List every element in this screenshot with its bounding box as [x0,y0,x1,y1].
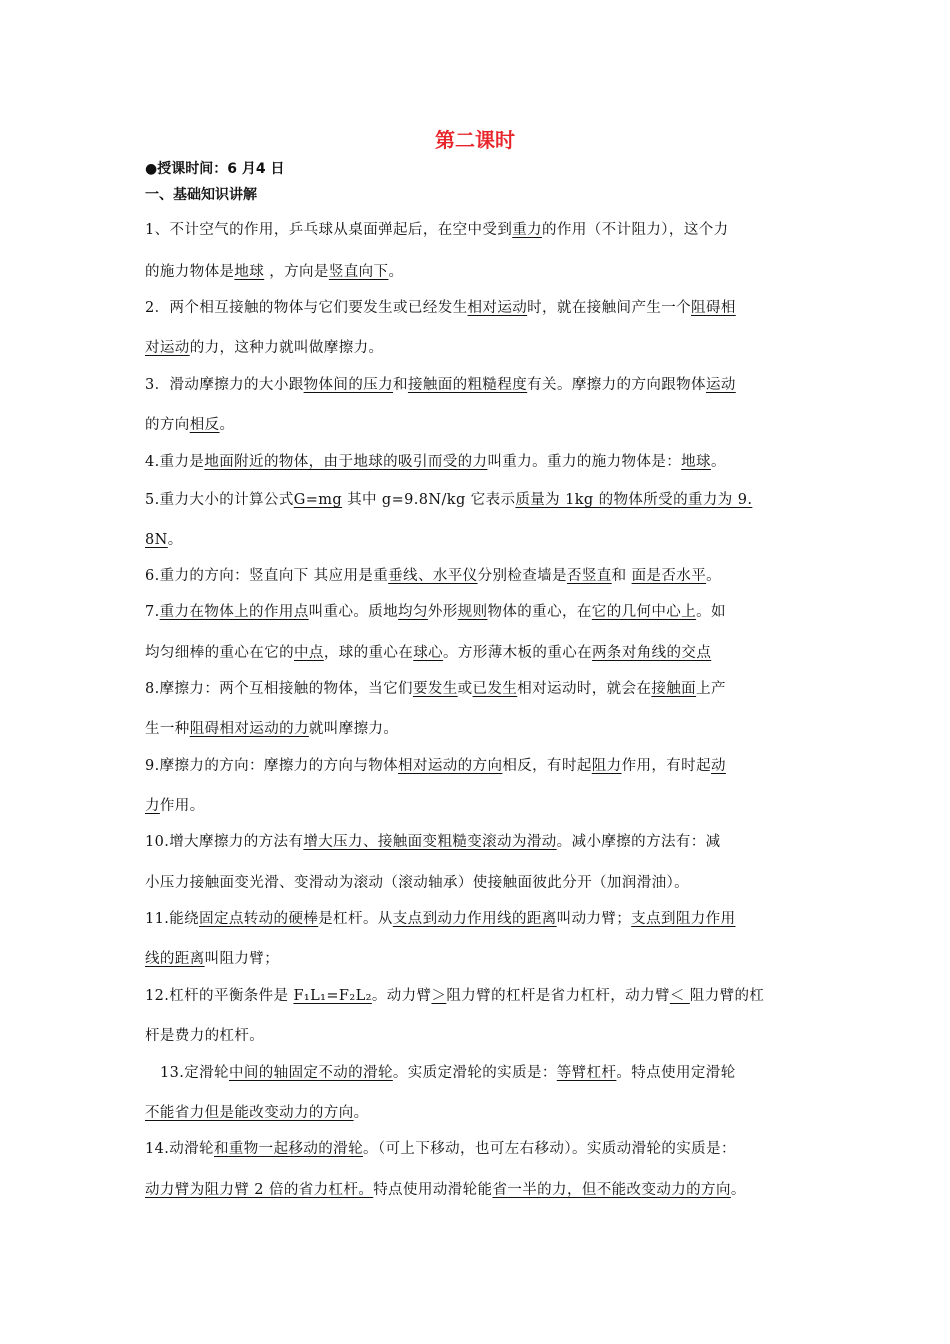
text-line [145,413,234,434]
text-span: 11.能绕 [145,911,200,927]
text-line [145,984,764,1005]
text-span: 5.重力大小的计算公式 [145,492,294,508]
text-line [145,218,729,239]
text-span: 。 [353,1105,369,1121]
text-span: 作用，有时起 [621,758,711,774]
underlined-answer: 省一半的力，但不能改变动力的方向 [492,1182,731,1198]
text-span: 叫动力臂； [556,911,632,927]
text-line [145,1024,264,1045]
underlined-answer: 动力臂为阻力臂 2 倍的省力杠杆。 [145,1182,374,1198]
text-span: ，球的重心在 [323,645,414,661]
text-span: 的方向 [145,417,190,433]
underlined-answer: 接触面 [651,681,697,697]
text-span: 。动力臂 [371,988,432,1004]
underlined-answer: 要发生 [412,681,458,697]
text-span: 1、不计空气的作用，乒乓球从桌面弹起后，在空中受到 [145,222,513,238]
lesson-time: ●授课时间：6 月4 日 [145,161,285,177]
text-span: 的作用（不计阻力），这个力 [542,222,729,238]
underlined-answer: 不能省力但是能改变动力的方向 [145,1105,354,1121]
underlined-answer: 中点 [294,645,324,661]
text-span: 的施力物体是 [145,264,235,280]
underlined-answer: 竖直向下 [328,264,389,280]
text-line [145,296,736,317]
text-span: 9.摩擦力的方向：摩擦力的方向与物体 [145,758,399,774]
text-line [145,260,403,281]
underlined-answer: 固定点转动的硬棒 [199,911,319,927]
text-line [145,947,279,968]
text-span: 4.重力是 [145,454,205,470]
underlined-answer: 质量为 1kg 的物体所受的重力为 9. [515,492,753,508]
text-line [160,1061,736,1082]
underlined-answer: 力 [145,798,160,814]
underlined-answer: ＜ [669,988,690,1004]
text-line [145,488,752,509]
text-span: 相反，有时起 [502,758,592,774]
text-line [145,600,726,621]
underlined-answer: ＞ [431,988,447,1004]
text-span: 14.动滑轮 [145,1141,214,1157]
underlined-answer: 等臂杠杆 [556,1065,617,1081]
text-span: 上产 [696,681,726,697]
underlined-answer: 运动 [705,377,736,393]
underlined-answer: 垂线、水平仪 [388,568,478,584]
text-span: 。（可上下移动，也可左右移动）。实质动滑轮的实质是： [362,1141,736,1157]
text-span: 相对运动时，就会在 [517,681,652,697]
underlined-answer: 否竖直 [566,568,612,584]
text-span: 阻力臂的杠 [689,988,765,1004]
text-span: 。 [730,1182,746,1198]
text-line [145,1178,746,1199]
text-span: 其中 g=9.8N/kg 它表示 [342,492,516,508]
underlined-answer: 阻碍相对运动的力 [189,721,309,737]
section-heading: 一、基础知识讲解 [145,187,257,203]
text-span: 。 [706,568,721,584]
text-span: 生一种 [145,721,190,737]
underlined-answer: 中间的轴固定不动的滑轮 [228,1065,393,1081]
underlined-answer: 增大压力、接触面变粗糙变滚动为滑动 [303,834,557,850]
text-span: 作用。 [159,798,205,814]
underlined-answer: 地面附近的物体，由于地球的吸引而受的力 [204,454,488,470]
text-span: 。如 [696,604,726,620]
text-span: 10.增大摩擦力的方法有 [145,834,304,850]
page-title: 第二课时 [435,128,515,152]
text-line [145,564,721,585]
text-span: 外形 [427,604,458,620]
underlined-answer: 对运动 [145,340,190,356]
text-line [145,1101,369,1122]
text-span: 均匀细棒的重心在它的 [145,645,294,661]
underlined-answer: 重力 [512,222,543,238]
text-line [145,871,689,892]
text-span: 。特点使用定滑轮 [616,1065,736,1081]
text-line [145,677,726,698]
text-span: 叫阻力臂； [204,951,280,967]
underlined-answer: 支点到阻力作用 [631,911,736,927]
text-span: 。方形薄木板的重心在 [443,645,593,661]
underlined-answer: 阻力 [591,758,622,774]
underlined-answer: 均匀 [398,604,428,620]
text-span: 分别检查墙是 [477,568,567,584]
text-span: 8.摩擦力：两个互相接触的物体，当它们 [145,681,413,697]
text-line [145,907,735,928]
text-line [145,1137,736,1158]
text-span: ，方向是 [264,264,329,280]
text-span: 叫重心。质地 [308,604,399,620]
underlined-answer: 动 [710,758,726,774]
underlined-answer: F₁L₁=F₂L₂ [293,988,372,1004]
text-span: 。实质定滑轮的实质是： [392,1065,557,1081]
underlined-answer: 相反 [189,417,220,433]
text-span: 。减小摩擦的方法有：减 [556,834,721,850]
text-span: 是杠杆。从 [318,911,393,927]
text-span: 。 [219,417,235,433]
underlined-answer: 它的几何中心上 [591,604,697,620]
underlined-answer: 地球 [234,264,265,280]
text-span: 6.重力的方向：竖直向下 其应用是重 [145,568,389,584]
text-span: 和 [393,377,408,393]
text-span: 时，就在接触间产生一个 [527,300,692,316]
text-span: 特点使用动滑轮能 [373,1182,493,1198]
underlined-answer: 重力在物体上的作用点 [159,604,309,620]
underlined-answer: 和重物一起移动的滑轮 [213,1141,363,1157]
text-line [145,373,736,394]
text-line [145,528,183,549]
text-span: 13.定滑轮 [160,1065,229,1081]
underlined-answer: 支点到动力作用线的距离 [392,911,557,927]
underlined-answer: 8N [145,532,168,548]
text-line [145,641,711,662]
underlined-answer: 球心 [413,645,444,661]
text-span: 3．滑动摩擦力的大小跟 [145,377,304,393]
underlined-answer: 两条对角线的交点 [592,645,712,661]
text-span: 。 [167,532,183,548]
text-span: 阻力臂的杠杆是省力杠杆，动力臂 [446,988,670,1004]
text-span: 杆是费力的杠杆。 [145,1028,265,1044]
text-line [145,717,398,738]
underlined-answer: 接触面的粗糙程度 [407,377,528,393]
text-span: 物体的重心，在 [487,604,592,620]
text-span: 的力，这种力就叫做摩擦力。 [189,340,384,356]
text-span: 叫重力。重力的施力物体是： [487,454,682,470]
text-line [145,450,726,471]
text-span: 和 [611,568,632,584]
underlined-answer: 阻碍相 [691,300,736,316]
underlined-answer: 相对运动的方向 [398,758,503,774]
text-line [145,754,726,775]
text-span: 。 [710,454,726,470]
text-span: 就叫摩擦力。 [308,721,399,737]
underlined-answer: 面是否水平 [631,568,707,584]
underlined-answer: 物体间的压力 [303,377,394,393]
text-span: 7. [145,604,160,620]
text-span: 。 [388,264,404,280]
text-line [145,336,383,357]
underlined-answer: 地球 [681,454,711,470]
text-span: 2．两个相互接触的物体与它们要发生或已经发生 [145,300,468,316]
underlined-answer: G=mg [293,492,343,508]
underlined-answer: 线的距离 [145,951,205,967]
underlined-answer: 相对运动 [467,300,528,316]
text-span: 或 [457,681,473,697]
text-span: 12.杠杆的平衡条件是 [145,988,294,1004]
underlined-answer: 规则 [457,604,488,620]
text-line [145,830,721,851]
underlined-answer: 已发生 [472,681,518,697]
text-span: 有关。摩擦力的方向跟物体 [527,377,706,393]
text-line [145,794,205,815]
text-span: 小压力接触面变光滑、变滑动为滚动（滚动轴承）使接触面彼此分开（加润滑油）。 [145,875,690,891]
